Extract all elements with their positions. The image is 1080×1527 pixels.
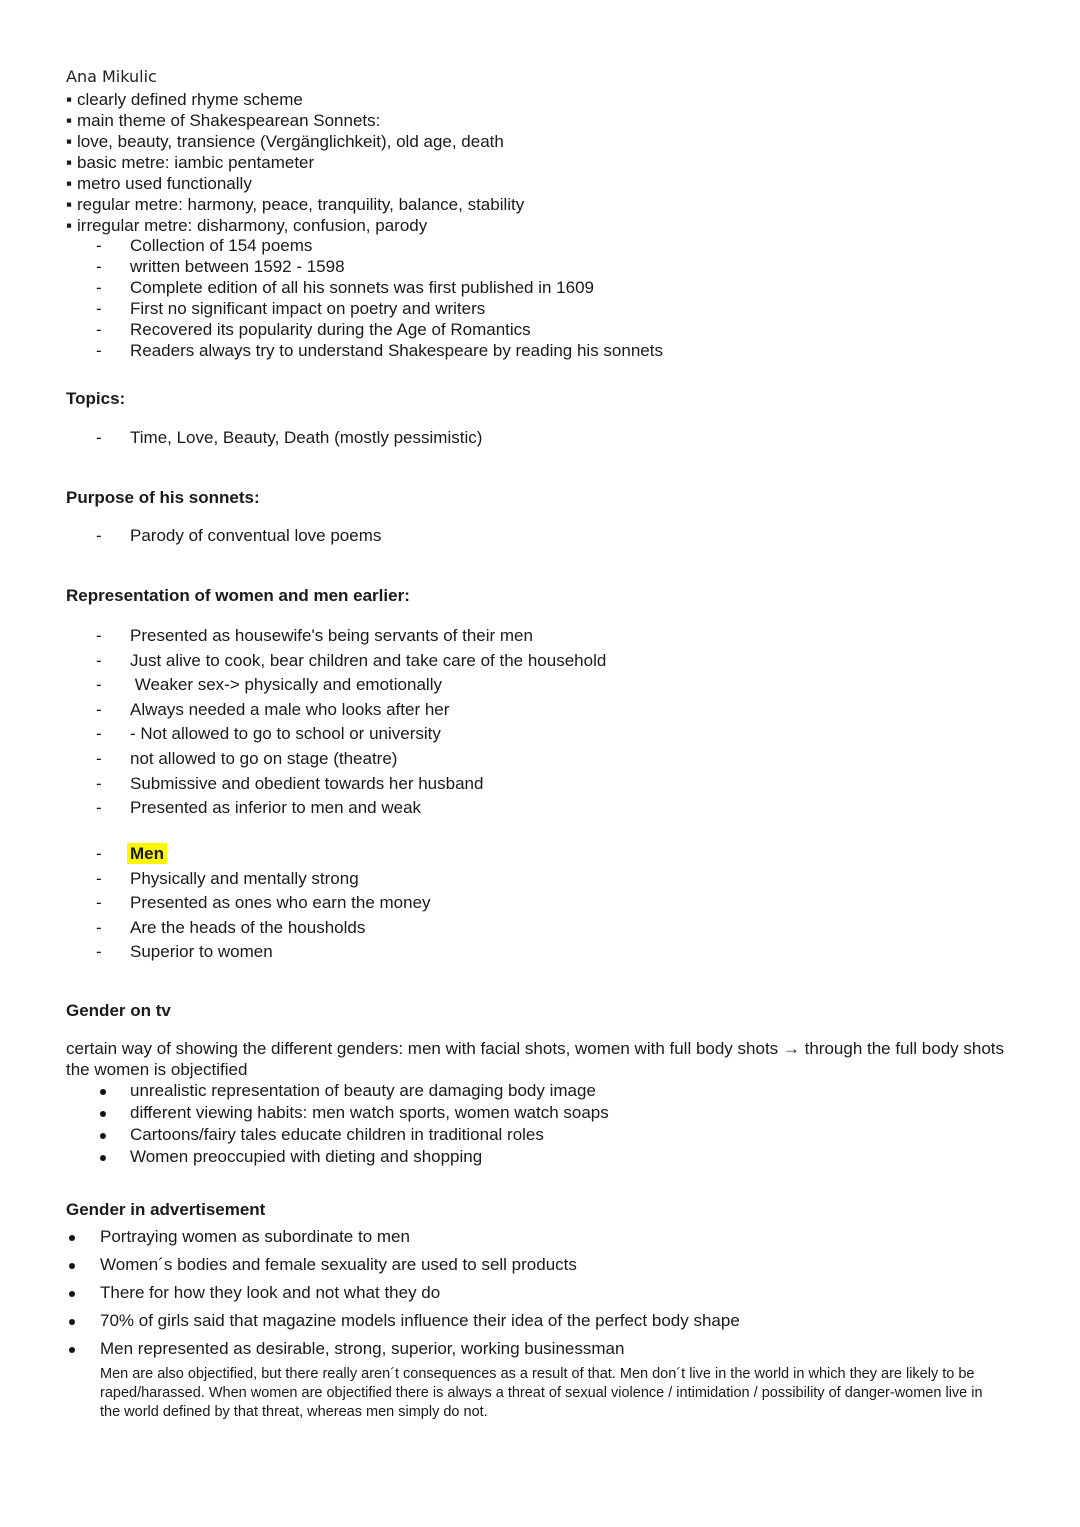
intro-list [66,89,1046,236]
dash-icon: - [96,917,102,937]
women-item: - not allowed to go on stage (theatre) [96,748,398,768]
purpose-list [96,526,1056,547]
gender-tv-list [96,1081,1056,1169]
purpose-heading: Purpose of his sonnets: [66,488,260,507]
dash-icon: - [96,798,102,818]
intro-item: ▪ regular metre: harmony, peace, tranquility, balance, stability [66,195,525,214]
dash-icon: - [96,675,102,695]
dash-icon: - [96,868,102,888]
men-label-highlight: Men [127,843,167,864]
fact-item: - written between 1592 - 1598 [96,257,345,276]
bullet-icon: ▪ [66,195,73,214]
bullet-icon [100,1111,106,1117]
women-item: - Just alive to cook, bear children and take care of the household [96,650,607,670]
women-item: - Presented as inferior to men and weak [96,798,422,818]
gender-tv-paragraph: certain way of showing the different genders: men with facial shots, women with full body shots → through the full body shots the women is objectified [66,1039,1005,1079]
dash-icon: - [96,844,102,863]
facts-list [96,236,1056,362]
gender-tv-heading: Gender on tv [66,1001,171,1020]
ad-item: There for how they look and not what they do [66,1283,1026,1311]
gender-ad-heading: Gender in advertisement [66,1200,266,1219]
dash-icon: - [96,341,102,360]
women-list [96,626,1056,823]
men-item: - Are the heads of the housholds [96,917,366,937]
intro-item: ▪ love, beauty, transience (Vergänglichkeit), old age, death [66,132,504,151]
women-item: - - Not allowed to go to school or university [96,724,441,744]
intro-item: ▪ clearly defined rhyme scheme [66,90,303,109]
fact-item: - Recovered its popularity during the Age of Romantics [96,320,531,339]
dash-icon: - [96,724,102,744]
bullet-icon: ▪ [66,90,73,109]
bullet-icon [100,1089,106,1095]
women-item: - Submissive and obedient towards her husband [96,773,484,793]
dash-icon: - [96,278,102,297]
men-item: - Presented as ones who earn the money [96,893,431,913]
bullet-icon [69,1263,75,1269]
dash-icon: - [96,748,102,768]
dash-icon: - [96,526,102,545]
women-item: - Weaker sex-> physically and emotionally [96,675,442,695]
fact-item: - Complete edition of all his sonnets was first published in 1609 [96,278,594,297]
fact-item: - Readers always try to understand Shakespeare by reading his sonnets [96,341,663,360]
ad-item: Portraying women as subordinate to men [66,1227,1026,1255]
men-item: - Superior to women [96,942,273,962]
men-list [96,844,1056,967]
dash-icon: - [96,650,102,670]
bullet-icon [100,1155,106,1161]
dash-icon: - [96,257,102,276]
intro-item: ▪ basic metre: iambic pentameter [66,153,315,172]
objectification-note: Men are also objectified, but there really aren´t consequences as a result of that. Men don´t live in the world in which they are likely to be raped/harassed. When women are objectified there is always a threat of sexual violence / intimidation / possibility of danger-women live in the world defined by that threat, whereas men simply do not. [100,1366,983,1420]
tv-item: different viewing habits: men watch sports, women watch soaps [96,1103,1056,1125]
bullet-icon [100,1133,106,1139]
topics-heading: Topics: [66,389,126,408]
dash-icon: - [96,893,102,913]
representation-heading: Representation of women and men earlier: [66,586,410,605]
bullet-icon: ▪ [66,174,73,193]
dash-icon: - [96,299,102,318]
bullet-icon [69,1347,75,1353]
intro-item: ▪ irregular metre: disharmony, confusion, parody [66,216,428,235]
tv-item: Women preoccupied with dieting and shopping [96,1147,1056,1169]
women-item: - Presented as housewife's being servants of their men [96,626,533,645]
dash-icon: - [96,699,102,719]
bullet-icon [69,1319,75,1325]
gender-ad-list [66,1227,1026,1367]
intro-item: ▪ metro used functionally [66,174,252,193]
men-item: - Physically and mentally strong [96,868,359,888]
tv-item: Cartoons/fairy tales educate children in traditional roles [96,1125,1056,1147]
bullet-icon: ▪ [66,216,73,235]
author-name: Ana Mikulic [66,67,157,86]
ad-item: Women´s bodies and female sexuality are used to sell products [66,1255,1026,1283]
tv-item: unrealistic representation of beauty are damaging body image [96,1081,1056,1103]
dash-icon: - [96,773,102,793]
bullet-icon [69,1235,75,1241]
topics-list [96,428,1056,449]
dash-icon: - [96,428,102,447]
women-item: - Always needed a male who looks after her [96,699,450,719]
ad-item: 70% of girls said that magazine models influence their idea of the perfect body shape [66,1311,1026,1339]
topic-item: - Time, Love, Beauty, Death (mostly pessimistic) [96,428,483,447]
bullet-icon [69,1291,75,1297]
bullet-icon: ▪ [66,132,73,151]
purpose-item: - Parody of conventual love poems [96,526,382,545]
intro-item: ▪ main theme of Shakespearean Sonnets: [66,111,381,130]
men-label-row [96,844,1056,869]
fact-item: - First no significant impact on poetry and writers [96,299,486,318]
bullet-icon: ▪ [66,153,73,172]
bullet-icon: ▪ [66,111,73,130]
dash-icon: - [96,236,102,255]
dash-icon: - [96,942,102,962]
ad-item: Men represented as desirable, strong, superior, working businessman [66,1339,1026,1367]
fact-item: - Collection of 154 poems [96,236,313,255]
dash-icon: - [96,626,102,645]
dash-icon: - [96,320,102,339]
